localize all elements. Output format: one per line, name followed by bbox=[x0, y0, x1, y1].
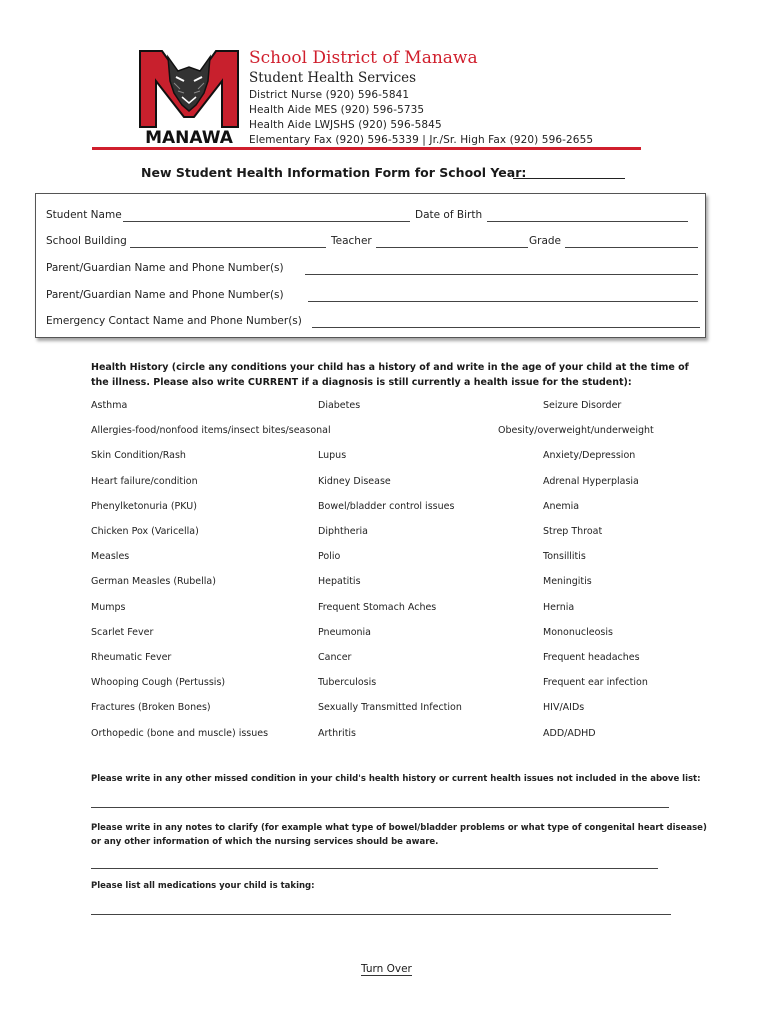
condition-item[interactable]: Pneumonia bbox=[318, 626, 371, 638]
condition-item[interactable]: Hernia bbox=[543, 601, 575, 613]
condition-item[interactable]: Mononucleosis bbox=[543, 626, 613, 638]
medications-field[interactable] bbox=[91, 914, 671, 915]
date-of-birth-field[interactable] bbox=[487, 221, 688, 222]
condition-item[interactable]: Diphtheria bbox=[318, 526, 368, 537]
condition-item[interactable]: Anemia bbox=[543, 500, 580, 512]
condition-item[interactable]: Tonsillitis bbox=[543, 551, 586, 563]
department-name: Student Health Services bbox=[249, 70, 417, 86]
condition-item[interactable]: Scarlet Fever bbox=[91, 626, 154, 638]
condition-item[interactable]: Sexually Transmitted Infection bbox=[318, 702, 462, 714]
condition-item[interactable]: HIV/AIDs bbox=[543, 702, 585, 714]
condition-item[interactable]: Measles bbox=[91, 551, 130, 563]
grade-label: Grade bbox=[529, 235, 562, 247]
missed-conditions-field[interactable] bbox=[91, 807, 669, 808]
emergency-contact-label: Emergency Contact Name and Phone Number(s) bbox=[46, 315, 302, 327]
logo-wordmark: MANAWA bbox=[145, 128, 233, 147]
school-year-field[interactable] bbox=[513, 178, 625, 179]
condition-item[interactable]: Meningitis bbox=[543, 576, 592, 588]
health-history-instructions: Health History (circle any conditions your child has a history of and write in the age of your child at the time of the illness. Please also write CURRENT if a diagnosis is still currently a health issue for the student): bbox=[91, 362, 689, 388]
grade-field[interactable] bbox=[565, 247, 698, 248]
manawa-wolf-logo bbox=[138, 47, 240, 147]
contact-line: Health Aide LWJSHS (920) 596-5845 bbox=[249, 119, 442, 131]
condition-item[interactable]: Seizure Disorder bbox=[543, 400, 622, 411]
condition-item[interactable]: Lupus bbox=[318, 450, 347, 462]
parent-guardian-field[interactable] bbox=[305, 274, 698, 275]
condition-item[interactable]: German Measles (Rubella) bbox=[91, 576, 216, 588]
medications-prompt: Please list all medications your child is taking: bbox=[91, 881, 315, 891]
date-of-birth-label: Date of Birth bbox=[415, 209, 483, 221]
clarify-notes-field[interactable] bbox=[91, 868, 658, 869]
condition-item[interactable]: Bowel/bladder control issues bbox=[318, 500, 455, 512]
condition-item[interactable]: Whooping Cough (Pertussis) bbox=[91, 677, 226, 689]
parent-guardian-label-2: Parent/Guardian Name and Phone Number(s) bbox=[46, 289, 284, 301]
condition-item[interactable]: Cancer bbox=[318, 652, 352, 663]
condition-item[interactable]: Frequent headaches bbox=[543, 652, 640, 663]
condition-item[interactable]: Chicken Pox (Varicella) bbox=[91, 526, 199, 537]
condition-item[interactable]: Adrenal Hyperplasia bbox=[543, 475, 639, 487]
student-name-field[interactable] bbox=[123, 221, 410, 222]
condition-item[interactable]: Asthma bbox=[91, 400, 128, 411]
contact-line: Health Aide MES (920) 596-5735 bbox=[249, 104, 425, 116]
contact-line: District Nurse (920) 596-5841 bbox=[249, 89, 410, 101]
student-name-label: Student Name bbox=[46, 209, 122, 221]
turn-over-note: Turn Over bbox=[361, 963, 412, 975]
school-name: School District of Manawa bbox=[249, 48, 478, 68]
teacher-field[interactable] bbox=[376, 247, 528, 248]
condition-item[interactable]: Fractures (Broken Bones) bbox=[91, 702, 211, 714]
condition-item[interactable]: Tuberculosis bbox=[318, 677, 377, 689]
condition-item[interactable]: Allergies-food/nonfood items/insect bites/seasonal bbox=[91, 425, 331, 437]
condition-item[interactable]: Mumps bbox=[91, 601, 126, 613]
condition-item[interactable]: Heart failure/condition bbox=[91, 475, 198, 487]
teacher-label: Teacher bbox=[331, 235, 372, 247]
condition-item[interactable]: Frequent ear infection bbox=[543, 677, 648, 689]
condition-item[interactable]: Rheumatic Fever bbox=[91, 652, 172, 663]
condition-item[interactable]: Anxiety/Depression bbox=[543, 450, 636, 462]
condition-item[interactable]: Arthritis bbox=[318, 727, 357, 739]
condition-item[interactable]: ADD/ADHD bbox=[543, 727, 596, 739]
school-building-field[interactable] bbox=[130, 247, 326, 248]
condition-item[interactable]: Kidney Disease bbox=[318, 475, 391, 487]
condition-item[interactable]: Phenylketonuria (PKU) bbox=[91, 500, 197, 512]
emergency-contact-field[interactable] bbox=[312, 327, 700, 328]
condition-item[interactable]: Hepatitis bbox=[318, 576, 361, 588]
condition-item[interactable]: Skin Condition/Rash bbox=[91, 450, 186, 462]
parent-guardian-label: Parent/Guardian Name and Phone Number(s) bbox=[46, 262, 284, 274]
condition-item[interactable]: Obesity/overweight/underweight bbox=[498, 425, 654, 437]
header-divider bbox=[92, 147, 641, 150]
condition-item[interactable]: Orthopedic (bone and muscle) issues bbox=[91, 727, 269, 739]
condition-item[interactable]: Frequent Stomach Aches bbox=[318, 601, 437, 613]
parent-guardian-field-2[interactable] bbox=[308, 301, 698, 302]
school-building-label: School Building bbox=[46, 235, 127, 247]
condition-item[interactable]: Strep Throat bbox=[543, 526, 603, 537]
clarify-notes-prompt: Please write in any notes to clarify (for example what type of bowel/bladder problems or what type of congenital heart disease) or any other information of which the nursing services should be aware. bbox=[91, 823, 707, 847]
missed-conditions-prompt: Please write in any other missed condition in your child's health history or current health issues not included in the above list: bbox=[91, 774, 701, 784]
contact-line: Elementary Fax (920) 596-5339 | Jr./Sr. High Fax (920) 596-2655 bbox=[249, 134, 594, 146]
condition-item[interactable]: Diabetes bbox=[318, 400, 361, 411]
condition-item[interactable]: Polio bbox=[318, 551, 341, 563]
form-title: New Student Health Information Form for School Year: bbox=[141, 165, 527, 180]
